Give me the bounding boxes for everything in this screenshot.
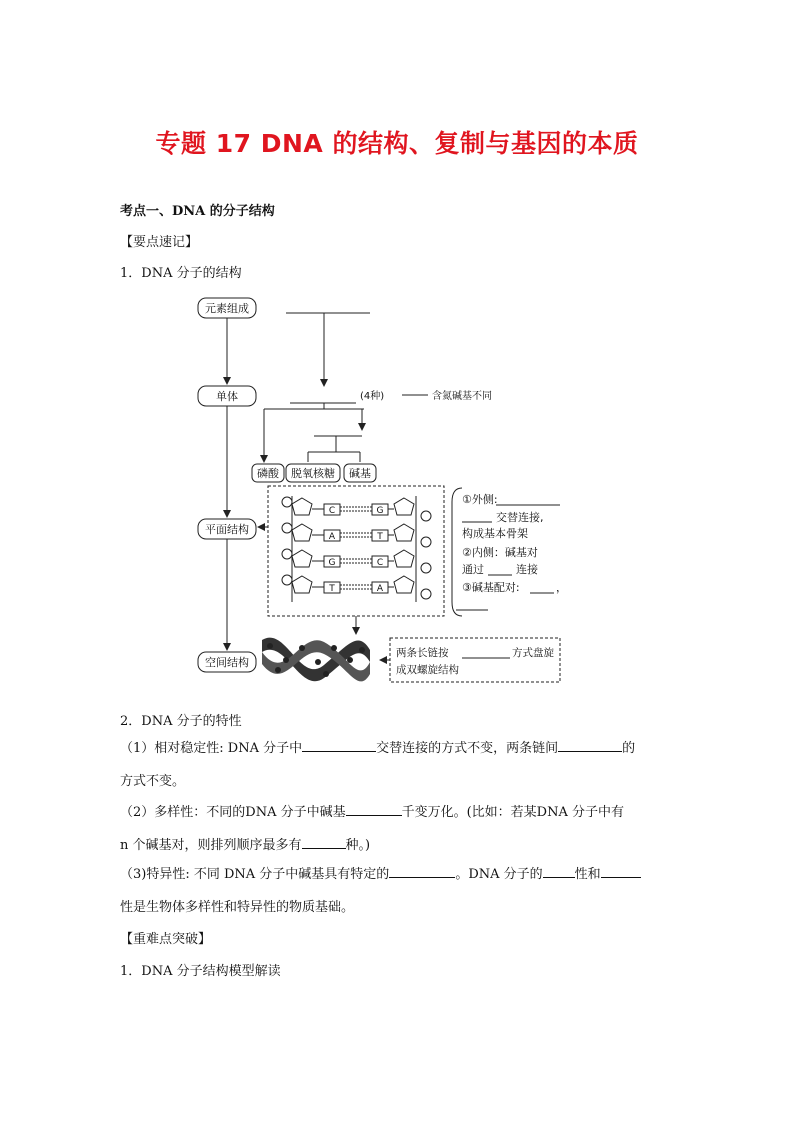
paragraph-stability [120, 732, 680, 798]
p1-text-a: （1）相对稳定性: DNA 分子中 [120, 741, 303, 756]
p3-blank-1[interactable] [389, 863, 455, 878]
p3-text-c: 性和 [574, 867, 601, 882]
p2-text-b: 千变万化。(比如：若某DNA 分子中有 [401, 805, 624, 820]
base-pair-rows [282, 497, 431, 599]
p1-text-b: 交替连接的方式不变，两条链间 [376, 741, 559, 756]
label-spatial: 空间结构 [205, 656, 249, 669]
base-left-2: A [328, 532, 336, 542]
label-element-composition: 元素组成 [205, 302, 249, 315]
base-left-4: T [329, 584, 335, 594]
base-right-3: C [376, 558, 384, 568]
note-alternate: 交替连接, [496, 511, 544, 524]
p1-text-d: 方式不变。 [120, 774, 186, 789]
dna-structure-diagram [190, 290, 580, 690]
label-monomer: 单体 [216, 390, 238, 403]
paragraph-diversity [120, 796, 680, 862]
helix-note-2: 方式盘旋 [512, 647, 554, 659]
label-deoxyribose: 脱氧核糖 [291, 467, 335, 480]
double-helix-image [262, 638, 370, 682]
p3-text-b: 。DNA 分子的 [455, 867, 543, 882]
note-outer: ①外侧: [462, 493, 498, 506]
label-phosphate: 磷酸 [257, 467, 279, 480]
section-heading: 考点一、DNA 的分子结构 [120, 204, 275, 219]
base-left-3: G [328, 558, 336, 568]
base-right-1: G [376, 506, 384, 516]
p1-text-c: 的 [622, 741, 636, 756]
paragraph-specificity [120, 858, 680, 924]
note-inner: ②内侧：碱基对 [462, 546, 538, 559]
item-1-heading: 1．DNA 分子的结构 [120, 266, 242, 281]
p3-blank-3[interactable] [601, 863, 641, 878]
p1-blank-1[interactable] [302, 737, 376, 752]
label-base-diff: 含氮碱基不同 [432, 391, 492, 402]
helix-note-3: 成双螺旋结构 [396, 664, 459, 676]
p2-blank-1[interactable] [346, 801, 402, 816]
base-right-2: T [377, 532, 383, 542]
label-planar: 平面结构 [205, 523, 249, 536]
page-title: 专题 17 DNA 的结构、复制与基因的本质 [155, 129, 639, 158]
note-connect: 连接 [516, 563, 538, 576]
note-comma: ， [556, 581, 567, 594]
note-through: 通过 [462, 563, 484, 576]
base-left-1: C [328, 506, 336, 516]
item-3-heading: 1．DNA 分子结构模型解读 [120, 964, 281, 979]
key-difficulties-heading: 【重难点突破】 [120, 932, 212, 947]
p2-blank-2[interactable] [302, 834, 346, 849]
note-pairing: ③碱基配对: [462, 581, 520, 594]
note-backbone: 构成基本骨架 [462, 527, 528, 540]
helix-note-1: 两条长链按 [396, 647, 449, 659]
base-right-4: A [376, 584, 384, 594]
p2-text-c: n 个碱基对，则排列顺序最多有 [120, 838, 302, 853]
p3-blank-2[interactable] [543, 863, 575, 878]
label-base: 碱基 [349, 467, 371, 480]
key-points-heading: 【要点速记】 [120, 235, 199, 250]
item-2-heading: 2．DNA 分子的特性 [120, 714, 242, 729]
p2-text-d: 种。) [345, 838, 371, 853]
label-four-kinds: (4种) [360, 391, 385, 402]
p1-blank-2[interactable] [558, 737, 622, 752]
p2-text-a: （2）多样性：不同的DNA 分子中碱基 [120, 805, 346, 820]
p3-text-a: （3)特异性: 不同 DNA 分子中碱基具有特定的 [120, 867, 390, 882]
p3-text-d: 性是生物体多样性和特异性的物质基础。 [120, 900, 355, 915]
